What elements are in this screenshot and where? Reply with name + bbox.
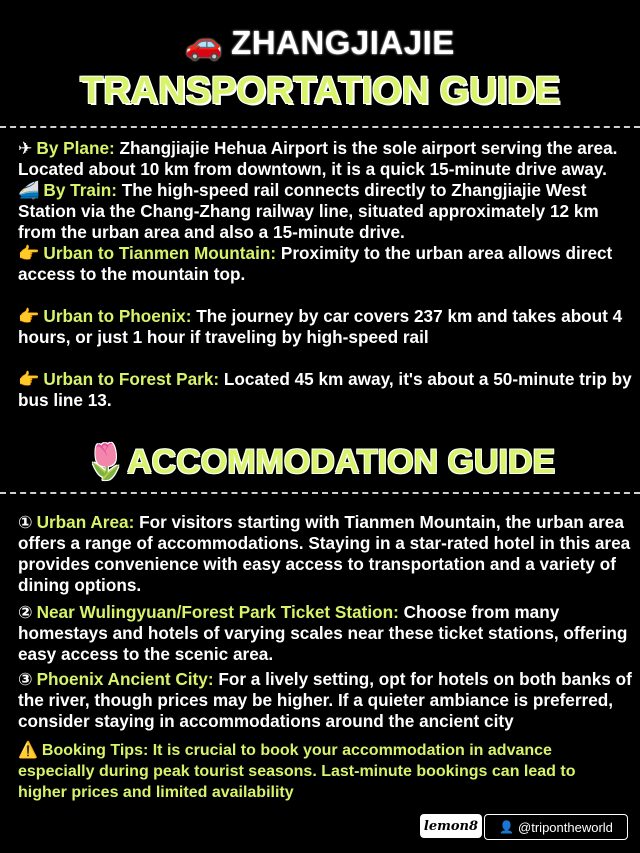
label-phoenix-city: Phoenix Ancient City: xyxy=(36,669,214,689)
text-plane: Zhangjiajie Hehua Airport is the sole airport serving the area. Located about 10 km from downtown, it is a quick 15-minute drive away. xyxy=(18,138,618,179)
number-one-icon: ① xyxy=(18,512,33,532)
text-forest: Located 45 km away, it's about a 50-minute trip by bus line 13. xyxy=(18,369,632,410)
label-phoenix: Urban to Phoenix: xyxy=(43,306,192,326)
lemon8-logo: lemon8 xyxy=(420,814,482,838)
text-urban: For visitors starting with Tianmen Mountain, the urban area offers a range of accommodations. Staying in a star-rated hotel in this area provides convenience with easy access to transportation and a variety of dining options. xyxy=(18,512,631,595)
accommodation-item-wulingyuan xyxy=(18,602,638,665)
title-text: ZHANGJIAJIE xyxy=(231,24,455,61)
accommodation-item-urban xyxy=(18,512,638,596)
pointing-hand-icon: 👉 xyxy=(18,243,40,263)
number-two-icon: ② xyxy=(18,602,33,622)
text-train: The high-speed rail connects directly to Zhangjiajie West Station via the Chang-Zhang railway line, situated approximately 12 km from the urban area and also a 15-minute drive. xyxy=(18,180,599,242)
transport-section xyxy=(18,138,638,411)
label-plane: By Plane: xyxy=(36,138,115,158)
car-icon: 🚗 xyxy=(185,28,224,61)
tulip-icon: 🌷 xyxy=(84,443,128,481)
user-handle xyxy=(484,814,628,840)
user-icon: 👤 xyxy=(499,820,515,834)
accommodation-section xyxy=(18,512,638,803)
label-tianmen: Urban to Tianmen Mountain: xyxy=(43,243,277,263)
warning-icon: ⚠️ xyxy=(18,742,38,759)
booking-tips xyxy=(18,740,626,803)
title-line1 xyxy=(0,24,640,62)
number-three-icon: ③ xyxy=(18,669,33,689)
train-icon: 🚄 xyxy=(18,180,40,200)
text-wulingyuan: Choose from many homestays and hotels of varying scales near these ticket stations, offering easy access to the scenic area. xyxy=(18,602,628,664)
plane-icon: ✈ xyxy=(18,138,33,158)
handle-text: @tripontheworld xyxy=(518,819,613,835)
transport-item-train xyxy=(18,180,638,243)
accommodation-title-text: ACCOMMODATION GUIDE xyxy=(127,443,556,481)
transport-item-forest xyxy=(18,369,638,411)
text-tianmen: Proximity to the urban area allows direct access to the mountain top. xyxy=(18,243,613,284)
label-wulingyuan: Near Wulingyuan/Forest Park Ticket Station: xyxy=(36,602,399,622)
transport-item-plane xyxy=(18,138,638,180)
accommodation-item-phoenix xyxy=(18,669,638,732)
label-forest: Urban to Forest Park: xyxy=(43,369,220,389)
transport-item-tianmen xyxy=(18,243,638,285)
pointing-hand-icon: 👉 xyxy=(18,369,40,389)
divider xyxy=(0,126,640,128)
accommodation-title xyxy=(0,442,640,482)
text-phoenix: The journey by car covers 237 km and takes about 4 hours, or just 1 hour if traveling by high-speed rail xyxy=(18,306,623,347)
pointing-hand-icon: 👉 xyxy=(18,306,40,326)
page-title: TRANSPORTATION GUIDE xyxy=(80,70,560,112)
transport-item-phoenix xyxy=(18,306,638,348)
divider xyxy=(0,492,640,494)
label-train: By Train: xyxy=(43,180,117,200)
label-urban: Urban Area: xyxy=(36,512,135,532)
text-phoenix-city: For a lively setting, opt for hotels on both banks of the river, though prices may be higher. If a quieter ambiance is preferred, consider staying in accommodations around the ancient city xyxy=(18,669,632,731)
tips-text: Booking Tips: It is crucial to book your accommodation in advance especially during peak tourist seasons. Last-minute bookings can lead to higher prices and limited availability xyxy=(18,742,576,801)
